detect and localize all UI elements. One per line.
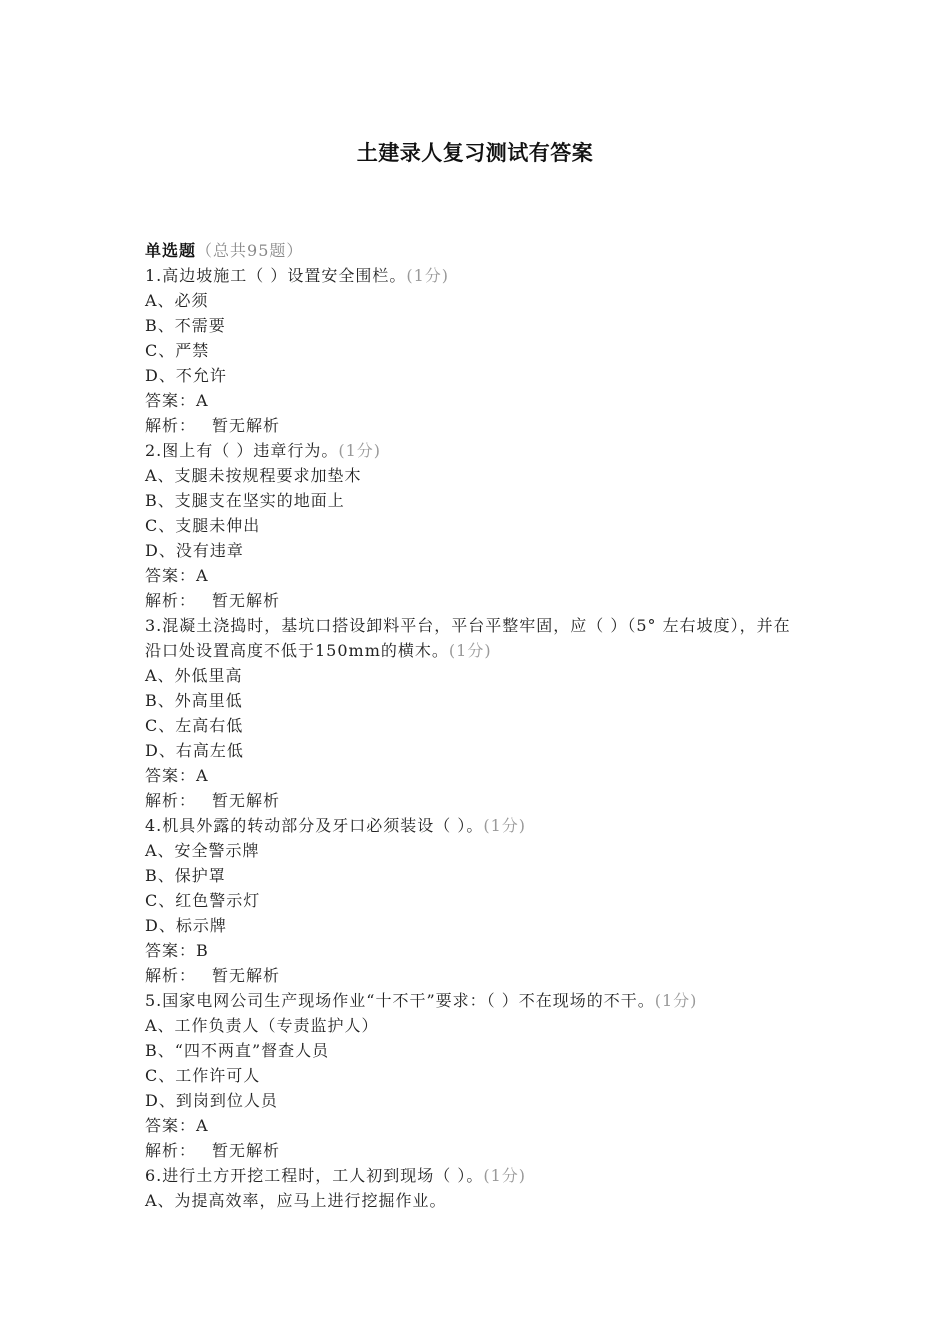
analysis-line xyxy=(145,963,805,988)
question-points: (1分) xyxy=(406,266,450,285)
analysis-label: 解析： xyxy=(145,1141,197,1160)
analysis-value: 暂无解析 xyxy=(212,1141,281,1160)
analysis-line xyxy=(145,413,805,438)
question-6 xyxy=(145,1163,805,1213)
question-stem xyxy=(145,1163,805,1188)
answer-value: A xyxy=(196,391,209,410)
question-points: (1分) xyxy=(338,441,382,460)
option-b: B、保护罩 xyxy=(145,866,226,885)
answer-label: 答案： xyxy=(145,1116,197,1135)
analysis-label: 解析： xyxy=(145,966,197,985)
question-stem xyxy=(145,988,805,1013)
option-d: D、右高左低 xyxy=(145,741,244,760)
option-c: C、支腿未伸出 xyxy=(145,516,261,535)
option-b: B、支腿支在坚实的地面上 xyxy=(145,491,345,510)
option-c: C、左高右低 xyxy=(145,716,244,735)
option-b: B、外高里低 xyxy=(145,691,243,710)
question-stem-text: 1.高边坡施工（ ）设置安全围栏。 xyxy=(145,266,407,285)
answer-value: A xyxy=(196,1116,209,1135)
analysis-line xyxy=(145,588,805,613)
analysis-value: 暂无解析 xyxy=(212,416,281,435)
answer-label: 答案： xyxy=(145,566,197,585)
answer-line xyxy=(145,1113,805,1138)
option-b: B、不需要 xyxy=(145,316,226,335)
option-a: A、工作负责人（专责监护人） xyxy=(145,1016,379,1035)
option-c: C、工作许可人 xyxy=(145,1066,261,1085)
analysis-value: 暂无解析 xyxy=(212,791,281,810)
question-list xyxy=(145,238,805,1213)
option-d: D、不允许 xyxy=(145,366,227,385)
answer-value: A xyxy=(196,766,209,785)
answer-label: 答案： xyxy=(145,391,197,410)
answer-line xyxy=(145,563,805,588)
answer-line xyxy=(145,938,805,963)
section-heading xyxy=(145,238,805,263)
question-stem-text: 5.国家电网公司生产现场作业“十不干”要求：（ ）不在现场的不干。 xyxy=(145,991,655,1010)
analysis-line xyxy=(145,1138,805,1163)
page-title: 土建录人复习测试有答案 xyxy=(356,140,594,165)
option-a: A、必须 xyxy=(145,291,209,310)
analysis-label: 解析： xyxy=(145,791,197,810)
question-stem xyxy=(145,813,805,838)
option-a: A、支腿未按规程要求加垫木 xyxy=(145,466,362,485)
question-2 xyxy=(145,438,805,613)
question-stem xyxy=(145,438,805,463)
answer-label: 答案： xyxy=(145,766,197,785)
question-1 xyxy=(145,263,805,438)
analysis-value: 暂无解析 xyxy=(212,591,281,610)
option-d: D、没有违章 xyxy=(145,541,244,560)
question-stem-text: 3.混凝土浇捣时，基坑口搭设卸料平台，平台平整牢固，应（ ）（5° 左右坡度），并在沿口处设置高度不低于150mm的横木。 xyxy=(145,616,791,660)
option-d: D、标示牌 xyxy=(145,916,227,935)
option-d: D、到岗到位人员 xyxy=(145,1091,278,1110)
question-4 xyxy=(145,813,805,988)
question-3 xyxy=(145,613,805,813)
option-a: A、为提高效率，应马上进行挖掘作业。 xyxy=(145,1191,447,1210)
question-points: (1分) xyxy=(483,816,527,835)
question-points: (1分) xyxy=(483,1166,527,1185)
question-stem-text: 2.图上有（ ）违章行为。 xyxy=(145,441,339,460)
answer-value: B xyxy=(196,941,209,960)
option-b: B、“四不两直”督查人员 xyxy=(145,1041,330,1060)
option-a: A、安全警示牌 xyxy=(145,841,260,860)
question-5 xyxy=(145,988,805,1163)
question-stem-text: 6.进行土方开挖工程时，工人初到现场（ ）。 xyxy=(145,1166,484,1185)
answer-line xyxy=(145,388,805,413)
analysis-label: 解析： xyxy=(145,591,197,610)
answer-value: A xyxy=(196,566,209,585)
option-c: C、红色警示灯 xyxy=(145,891,261,910)
answer-label: 答案： xyxy=(145,941,197,960)
question-stem-text: 4.机具外露的转动部分及牙口必须装设（ ）。 xyxy=(145,816,484,835)
analysis-value: 暂无解析 xyxy=(212,966,281,985)
section-count: （总共95题） xyxy=(196,241,304,260)
question-points: (1分) xyxy=(448,641,492,660)
answer-line xyxy=(145,763,805,788)
option-c: C、严禁 xyxy=(145,341,210,360)
analysis-label: 解析： xyxy=(145,416,197,435)
question-stem xyxy=(145,613,805,663)
question-stem xyxy=(145,263,805,288)
option-a: A、外低里高 xyxy=(145,666,243,685)
analysis-line xyxy=(145,788,805,813)
question-points: (1分) xyxy=(654,991,698,1010)
section-label: 单选题 xyxy=(145,241,197,260)
